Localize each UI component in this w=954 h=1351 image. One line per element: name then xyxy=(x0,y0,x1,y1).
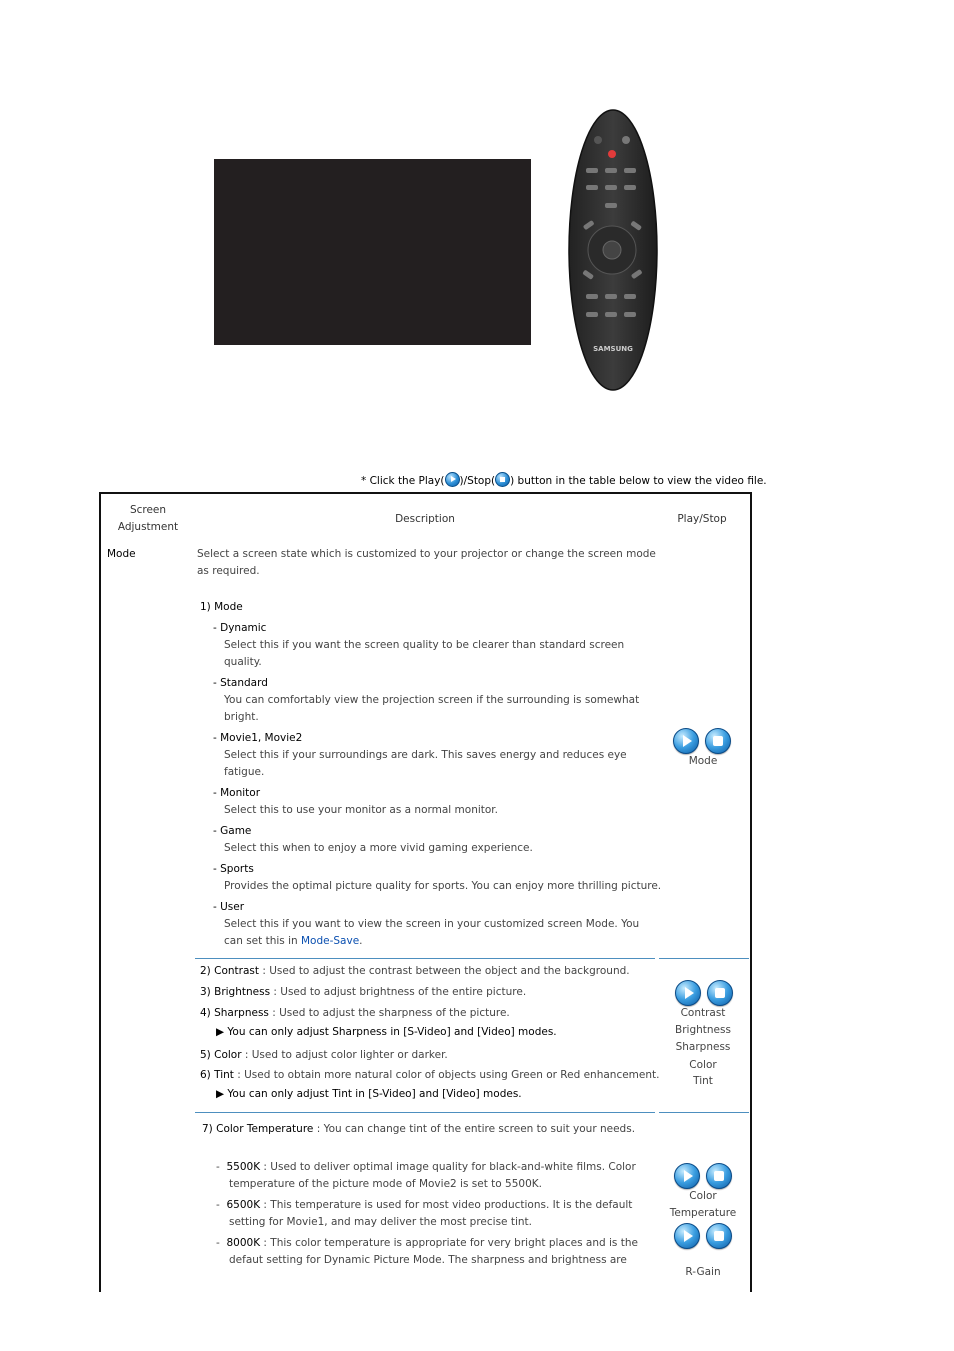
remote-control-image xyxy=(565,108,661,392)
mode-caption: Mode xyxy=(688,755,718,767)
mode-section-title: 1) Mode xyxy=(200,601,243,613)
caption-color-temp-1: Color xyxy=(689,1190,717,1202)
setting-contrast: 2) Contrast : Used to adjust the contrast between the object and the background. xyxy=(200,965,630,977)
sharpness-note: ▶ You can only adjust Sharpness in [S-Video] and [Video] modes. xyxy=(216,1026,557,1038)
caption-brightness: Brightness xyxy=(675,1024,731,1036)
ct-play-button[interactable] xyxy=(674,1163,700,1189)
setting-tint: 6) Tint : Used to obtain more natural color of objects using Green or Red enhancement. xyxy=(200,1069,660,1081)
ct-8000k-line1: - 8000K : This color temperature is appropriate for very bright places and is the xyxy=(216,1237,638,1249)
mode-standard-desc1: You can comfortably view the projection screen if the surrounding is somewhat xyxy=(224,694,640,706)
mode-movie-desc2: fatigue. xyxy=(224,766,265,778)
mode-sports-desc: Provides the optimal picture quality for sports. You can enjoy more thrilling picture. xyxy=(224,880,662,892)
mode-dynamic-desc2: quality. xyxy=(224,656,262,668)
ct-video-buttons xyxy=(674,1163,734,1189)
caption-color-temp-2: Temperature xyxy=(669,1207,737,1219)
setting-color: 5) Color : Used to adjust color lighter or darker. xyxy=(200,1049,448,1061)
play-icon xyxy=(445,472,460,487)
rgain-play-button[interactable] xyxy=(674,1223,700,1249)
ct-8000k-line2: defaut setting for Dynamic Picture Mode. The sharpness and brightness are xyxy=(229,1254,627,1266)
row-label-mode: Mode xyxy=(107,548,136,560)
video-player-area xyxy=(214,159,531,345)
mode-movie-desc1: Select this if your surroundings are dark. This saves energy and reduces eye xyxy=(224,749,627,761)
mode-sports-name: - Sports xyxy=(213,863,254,875)
mode-intro-line2: as required. xyxy=(197,565,260,577)
color-temperature-title: 7) Color Temperature : You can change tint of the entire screen to suit your needs. xyxy=(202,1123,636,1135)
caption-sharpness: Sharpness xyxy=(675,1041,731,1053)
caption-contrast: Contrast xyxy=(680,1007,726,1019)
row-divider xyxy=(195,958,655,959)
setting-brightness: 3) Brightness : Used to adjust brightness of the entire picture. xyxy=(200,986,527,998)
tint-note: ▶ You can only adjust Tint in [S-Video] and [Video] modes. xyxy=(216,1088,522,1100)
remote-brand: SAMSUNG xyxy=(593,345,633,353)
settings-video-buttons xyxy=(675,980,735,1006)
mode-user-desc2: can set this in Mode-Save. xyxy=(224,935,363,947)
mode-game-name: - Game xyxy=(213,825,252,837)
mode-dynamic-desc1: Select this if you want the screen quality to be clearer than standard screen xyxy=(224,639,625,651)
mode-play-button[interactable] xyxy=(673,728,699,754)
mode-save-link[interactable]: Mode-Save xyxy=(301,935,360,947)
mode-dynamic-name: - Dynamic xyxy=(213,622,267,634)
header-screen-adjustment: Screen Adjustment xyxy=(117,504,179,533)
mode-movie-name: - Movie1, Movie2 xyxy=(213,732,303,744)
rgain-stop-button[interactable] xyxy=(706,1223,732,1249)
mode-standard-name: - Standard xyxy=(213,677,268,689)
ct-6500k-line2: setting for Movie1, and may deliver the most precise tint. xyxy=(229,1216,532,1228)
mode-monitor-name: - Monitor xyxy=(213,787,261,799)
header-description: Description xyxy=(395,513,455,525)
play-stop-note: * Click the Play( )/Stop( ) button in the table below to view the video file. xyxy=(361,472,767,487)
ct-6500k-line1: - 6500K : This temperature is used for most video productions. It is the default xyxy=(216,1199,633,1211)
settings-stop-button[interactable] xyxy=(707,980,733,1006)
row-divider xyxy=(195,1112,655,1113)
caption-r-gain: R-Gain xyxy=(685,1266,721,1278)
stop-icon xyxy=(495,472,510,487)
mode-user-desc1: Select this if you want to view the screen in your customized screen Mode. You xyxy=(224,918,640,930)
header-play-stop: Play/Stop xyxy=(677,513,727,525)
mode-standard-desc2: bright. xyxy=(224,711,259,723)
caption-tint: Tint xyxy=(693,1075,713,1087)
mode-game-desc: Select this when to enjoy a more vivid gaming experience. xyxy=(224,842,533,854)
row-divider xyxy=(659,1112,749,1113)
ct-stop-button[interactable] xyxy=(706,1163,732,1189)
setting-sharpness: 4) Sharpness : Used to adjust the sharpness of the picture. xyxy=(200,1007,510,1019)
mode-video-buttons xyxy=(673,728,733,754)
rgain-video-buttons xyxy=(674,1223,734,1249)
screen-adjustment-table xyxy=(99,492,752,1292)
settings-play-button[interactable] xyxy=(675,980,701,1006)
ct-5500k-line2: temperature of the picture mode of Movie2 is set to 5500K. xyxy=(229,1178,542,1190)
caption-color: Color xyxy=(689,1059,717,1071)
ct-5500k-line1: - 5500K : Used to deliver optimal image quality for black-and-white films. Color xyxy=(216,1161,636,1173)
mode-monitor-desc: Select this to use your monitor as a normal monitor. xyxy=(224,804,498,816)
mode-stop-button[interactable] xyxy=(705,728,731,754)
mode-user-name: - User xyxy=(213,901,245,913)
row-divider xyxy=(659,958,749,959)
mode-intro-line1: Select a screen state which is customized to your projector or change the screen mode xyxy=(197,548,656,560)
